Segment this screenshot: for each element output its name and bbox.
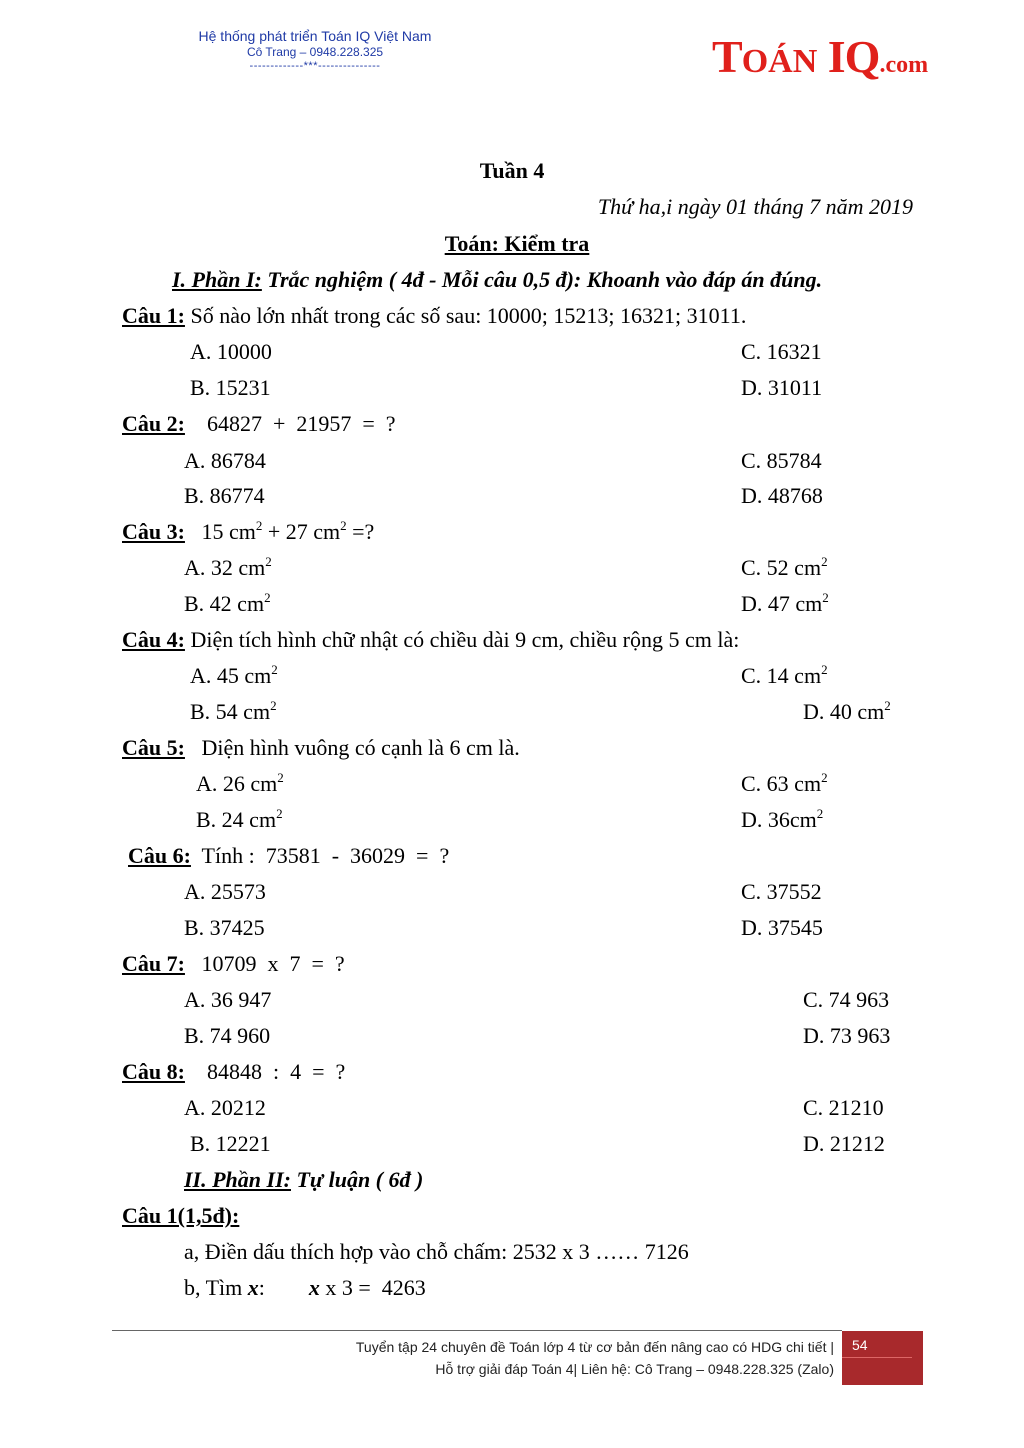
q2-option-a: A. 86784 [184,448,266,473]
q6-option-a: A. 25573 [184,879,266,904]
q8-option-c: C. 21210 [803,1095,884,1120]
question-6: Câu 6: Tính : 73581 - 36029 = ? [128,843,450,868]
toaniq-logo: TOÁN IQ.com [712,31,929,82]
question-2: Câu 2: 64827 + 21957 = ? [122,411,396,436]
subject-title: Toán: Kiểm tra [444,231,590,256]
question-5: Câu 5: Diện hình vuông có cạnh là 6 cm là. [122,735,520,760]
header-contact: Cô Trang – 0948.228.325 [246,45,384,59]
q1-option-a: A. 10000 [190,339,272,364]
question-4: Câu 4: Diện tích hình chữ nhật có chiều dài 9 cm, chiều rộng 5 cm là: [122,627,740,652]
question-8: Câu 8: 84848 : 4 = ? [122,1059,346,1084]
page-number-box [842,1331,923,1385]
q4-option-c: C. 14 $cm^2$ [741,662,828,688]
part2-heading: II. Phần II: Tự luận ( 6đ ) [184,1167,424,1192]
q7-option-c: C. 74 963 [803,987,890,1012]
q2-option-d: D. 48768 [741,483,823,508]
q5-option-a: A. 26 $cm^2$ [196,770,284,796]
question-7: Câu 7: 10709 x 7 = ? [122,951,345,976]
q2-option-b: B. 86774 [184,483,265,508]
essay-part-b: b, Tìm x: x x 3 = 4263 [184,1275,426,1300]
page-title: Tuần 4 [479,158,545,183]
q3-option-c: C. 52 $cm^2$ [741,554,828,580]
q5-option-d: D. $36cm^2$ [741,806,824,832]
q7-option-d: D. 73 963 [803,1023,891,1048]
date-line: Thứ ha,i ngày 01 tháng 7 năm 2019 [597,194,913,219]
footer-line-1: Tuyển tập 24 chuyên đề Toán lớp 4 từ cơ bản đến nâng cao có HDG chi tiết | [355,1339,834,1355]
header-info [150,27,480,72]
q6-option-c: C. 37552 [741,879,822,904]
question-3: Câu 3: 15 $cm^2 + 27$ $cm^2$ =? [122,518,375,544]
q2-option-c: C. 85784 [741,448,822,473]
page-number: 54 [852,1337,868,1353]
q6-option-d: D. 37545 [741,915,823,940]
q5-option-c: C. 63 $cm^2$ [741,770,828,796]
essay-part-a: a, Điền dấu thích hợp vào chỗ chấm: 2532 x 3 …… 7126 [184,1239,689,1264]
footer-line-2: Hỗ trợ giải đáp Toán 4| Liên hệ: Cô Trang – 0948.228.325 (Zalo) [435,1361,834,1377]
q4-option-d: D. 40 $cm^2$ [803,698,891,724]
footer-rule [112,1330,842,1331]
q7-option-a: A. 36 947 [184,987,272,1012]
part1-heading: I. Phần I: Trắc nghiệm ( 4đ - Mỗi câu 0,5 đ): Khoanh vào đáp án đúng. [172,267,823,292]
q8-option-a: A. 20212 [184,1095,266,1120]
q1-option-b: B. 15231 [190,375,271,400]
q8-option-d: D. 21212 [803,1131,885,1156]
question-1: Câu 1: Số nào lớn nhất trong các số sau: 10000; 15213; 16321; 31011. [122,303,747,328]
q6-option-b: B. 37425 [184,915,265,940]
header-org: Hệ thống phát triển Toán IQ Việt Nam [198,28,432,44]
q5-option-b: B. 24 $cm^2$ [196,806,283,832]
q3-option-b: B. 42 $cm^2$ [184,590,271,616]
q3-option-a: A. 32 $cm^2$ [184,554,272,580]
header-divider: -------------***--------------- [249,60,381,72]
q4-option-a: A. 45 $cm^2$ [190,662,278,688]
q3-option-d: D. 47 $cm^2$ [741,590,829,616]
q8-option-b: B. 12221 [190,1131,271,1156]
essay-question-1: Câu 1(1,5đ): [122,1203,240,1228]
q1-option-d: D. 31011 [741,375,823,400]
q7-option-b: B. 74 960 [184,1023,271,1048]
q1-option-c: C. 16321 [741,339,822,364]
page-box-rule [842,1357,912,1358]
q4-option-b: B. 54 $cm^2$ [190,698,277,724]
